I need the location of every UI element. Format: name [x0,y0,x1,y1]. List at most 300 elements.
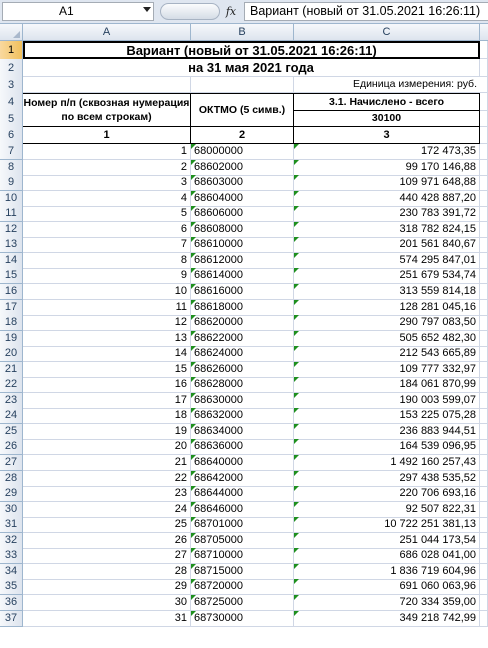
cell-oktmo[interactable] [191,284,294,300]
cell-accrued-value: 164 539 096,95 [399,440,476,453]
cell-accrued[interactable] [294,160,480,176]
cell-accrued-value: 1 492 160 257,43 [390,456,476,468]
cell-empty[interactable] [480,300,488,316]
cell-number-value: 13 [174,331,187,344]
cell-empty[interactable] [480,362,488,378]
cell-oktmo-value: 68602000 [194,160,243,173]
cell-number[interactable] [23,284,191,300]
cell-number[interactable] [23,268,191,284]
cell-empty[interactable] [480,377,488,393]
cell-number[interactable] [23,191,191,207]
cell-accrued-value: 212 543 665,89 [399,347,476,360]
cell-accrued-value: 574 295 847,01 [399,253,476,266]
cell-accrued[interactable] [294,253,480,269]
cell-oktmo-value: 68632000 [194,409,243,422]
header-code-cell[interactable] [294,111,480,127]
cell-empty[interactable] [480,439,488,455]
cell-oktmo-value: 68604000 [194,191,243,204]
cell-number-value: 23 [174,487,187,500]
chevron-down-icon[interactable] [143,7,151,12]
error-indicator-icon [191,331,196,336]
cell-number[interactable] [23,160,191,176]
cell-number[interactable] [23,408,191,424]
error-indicator-icon [191,237,196,242]
row-header-5[interactable]: 5 [0,111,23,128]
cell-accrued[interactable] [294,175,480,191]
cell-number[interactable] [23,253,191,269]
row-header-25[interactable]: 25 [0,424,23,440]
column-header-c[interactable]: C [294,24,480,41]
cell-accrued-value: 297 438 535,52 [399,471,476,484]
cell-oktmo-value: 68710000 [194,549,243,562]
cell-oktmo[interactable] [191,533,294,549]
error-indicator-icon [294,237,299,242]
error-indicator-icon [191,439,196,444]
row-header-28[interactable]: 28 [0,471,23,487]
error-indicator-icon [191,222,196,227]
cell-oktmo[interactable] [191,439,294,455]
row-header-19[interactable]: 19 [0,331,23,347]
header-oktmo-label: ОКТМО (5 симв.) [198,104,286,116]
cell-accrued[interactable] [294,284,480,300]
error-indicator-icon [294,222,299,227]
cell-number[interactable] [23,486,191,502]
cell-number[interactable] [23,533,191,549]
cell-number[interactable] [23,517,191,533]
cell-oktmo-value: 68646000 [194,502,243,515]
row-header-9[interactable]: 9 [0,175,23,191]
cell-empty[interactable] [480,393,488,409]
cell-empty[interactable] [480,611,488,627]
row-header-17[interactable]: 17 [0,300,23,316]
cell-oktmo[interactable] [191,222,294,238]
cell-accrued[interactable] [294,222,480,238]
error-indicator-icon [191,533,196,538]
cell-accrued[interactable] [294,611,480,627]
error-indicator-icon [294,377,299,382]
header-accrued-cell[interactable] [294,93,480,111]
cell-oktmo-value: 68640000 [194,456,243,468]
cell-empty[interactable] [480,346,488,362]
cell-accrued[interactable] [294,331,480,347]
cell-accrued[interactable] [294,268,480,284]
cell-oktmo[interactable] [191,300,294,316]
cell-empty[interactable] [480,206,488,222]
cell-number-value: 26 [174,533,187,546]
cell-accrued[interactable] [294,206,480,222]
row-header-24[interactable]: 24 [0,408,23,424]
cell-d5[interactable] [480,111,488,127]
column-header-b[interactable]: B [191,24,294,41]
cell-empty[interactable] [480,579,488,595]
cell-number-value: 22 [174,471,187,484]
cell-empty[interactable] [480,144,488,160]
cell-accrued[interactable] [294,315,480,331]
cell-oktmo[interactable] [191,160,294,176]
cell-number-value: 11 [175,300,187,313]
error-indicator-icon [294,175,299,180]
row-header-13[interactable]: 13 [0,237,23,253]
error-indicator-icon [191,160,196,165]
cell-accrued-value: 290 797 083,50 [399,316,476,329]
cell-accrued-value: 92 507 822,31 [405,502,476,515]
cell-accrued-value: 313 559 814,18 [399,284,476,297]
cell-oktmo[interactable] [191,191,294,207]
row-header-7[interactable]: 7 [0,144,23,160]
cell-number[interactable] [23,175,191,191]
row-header-12[interactable]: 12 [0,222,23,238]
cell-accrued-value: 184 061 870,99 [399,378,476,391]
cell-number[interactable] [23,595,191,611]
cell-accrued[interactable] [294,408,480,424]
error-indicator-icon [191,517,196,522]
cell-accrued[interactable] [294,533,480,549]
error-indicator-icon [294,533,299,538]
cell-accrued-value: 691 060 063,96 [399,580,476,593]
cell-oktmo[interactable] [191,408,294,424]
header-number-cell[interactable] [23,93,191,127]
error-indicator-icon [191,611,196,616]
cell-oktmo[interactable] [191,346,294,362]
cell-number[interactable] [23,502,191,518]
cell-d6[interactable] [480,127,488,144]
cell-b3[interactable] [191,77,294,93]
row-header-35[interactable]: 35 [0,579,23,595]
row-header-6[interactable]: 6 [0,127,23,145]
error-indicator-icon [294,284,299,289]
cell-oktmo-value: 68701000 [194,518,243,531]
column-number-b[interactable]: 2 [191,127,294,144]
cell-number[interactable] [23,548,191,564]
cell-oktmo[interactable] [191,144,294,160]
cell-oktmo[interactable] [191,362,294,378]
error-indicator-icon [294,455,299,460]
cell-number[interactable] [23,564,191,580]
row-header-11[interactable]: 11 [0,206,23,222]
cell-empty[interactable] [480,595,488,611]
cell-oktmo-value: 68730000 [194,611,243,624]
cell-accrued[interactable] [294,486,480,502]
cell-empty[interactable] [480,471,488,487]
row-header-18[interactable]: 18 [0,315,23,331]
cell-empty[interactable] [480,175,488,191]
error-indicator-icon [294,564,299,569]
cell-accrued-value: 190 003 599,07 [399,393,476,406]
row-header-3[interactable]: 3 [0,77,23,94]
cell-number-value: 27 [174,549,187,562]
cell-number-value: 8 [180,253,187,266]
error-indicator-icon [294,331,299,336]
cell-empty[interactable] [480,331,488,347]
error-indicator-icon [294,579,299,584]
cell-number-value: 2 [180,160,187,173]
cell-oktmo-value: 68608000 [194,222,243,235]
error-indicator-icon [294,346,299,351]
cell-accrued-value: 128 281 045,16 [399,300,476,313]
cell-oktmo[interactable] [191,548,294,564]
cell-empty[interactable] [480,191,488,207]
cell-d2[interactable] [480,59,488,77]
row-header-14[interactable]: 14 [0,253,23,269]
error-indicator-icon [191,377,196,382]
cell-accrued-value: 201 561 840,67 [399,238,476,251]
row-header-36[interactable]: 36 [0,595,23,611]
formula-input[interactable]: Вариант (новый от 31.05.2021 16:26:11) [244,2,488,21]
cell-d4[interactable] [480,93,488,111]
cell-oktmo-value: 68624000 [194,347,243,360]
header-oktmo-cell[interactable] [191,93,294,127]
row-header-4[interactable]: 4 [0,93,23,112]
cell-accrued[interactable] [294,595,480,611]
cell-oktmo[interactable] [191,595,294,611]
cell-oktmo-value: 68606000 [194,207,243,220]
name-box[interactable]: A1 [2,2,154,21]
insert-function-icon[interactable]: fx [225,5,237,18]
column-header-d[interactable] [480,24,488,41]
row-header-8[interactable]: 8 [0,160,23,176]
cell-accrued-value: 10 722 251 381,13 [384,518,476,531]
cell-oktmo[interactable] [191,315,294,331]
cell-empty[interactable] [480,517,488,533]
cell-accrued-value: 318 782 824,15 [399,222,476,235]
cell-number[interactable] [23,346,191,362]
cell-number[interactable] [23,439,191,455]
error-indicator-icon [191,362,196,367]
column-number-c[interactable]: 3 [294,127,480,144]
cell-oktmo-value: 68636000 [194,440,243,453]
cell-oktmo[interactable] [191,502,294,518]
row-header-30[interactable]: 30 [0,502,23,518]
cell-empty[interactable] [480,408,488,424]
cell-oktmo[interactable] [191,393,294,409]
cell-accrued-value: 440 428 887,20 [399,191,476,204]
error-indicator-icon [294,144,299,149]
error-indicator-icon [191,564,196,569]
cell-oktmo[interactable] [191,611,294,627]
row-header-26[interactable]: 26 [0,439,23,455]
cell-empty[interactable] [480,253,488,269]
cell-empty[interactable] [480,486,488,502]
cell-number-value: 31 [174,611,187,624]
cell-accrued[interactable] [294,564,480,580]
cell-oktmo[interactable] [191,424,294,440]
row-header-22[interactable]: 22 [0,377,23,393]
row-header-10[interactable]: 10 [0,191,23,207]
cell-empty[interactable] [480,315,488,331]
cell-empty[interactable] [480,424,488,440]
column-header-a[interactable]: A [23,24,191,41]
cell-empty[interactable] [480,268,488,284]
cell-accrued-value: 349 218 742,99 [399,611,476,624]
cell-oktmo-value: 68628000 [194,378,243,391]
cell-accrued[interactable] [294,439,480,455]
formula-bar-expand-handle[interactable] [160,3,220,20]
cell-oktmo-value: 68614000 [194,269,243,282]
error-indicator-icon [191,424,196,429]
cell-accrued-value: 1 836 719 604,96 [390,564,476,577]
cell-oktmo[interactable] [191,517,294,533]
error-indicator-icon [191,455,196,460]
cell-empty[interactable] [480,533,488,549]
cell-a3[interactable] [23,77,191,93]
cell-accrued[interactable] [294,346,480,362]
row-header-15[interactable]: 15 [0,268,23,284]
error-indicator-icon [191,548,196,553]
cell-accrued-value: 251 044 173,54 [399,533,476,546]
cell-number-value: 6 [180,222,187,235]
cell-empty[interactable] [480,502,488,518]
cell-empty[interactable] [480,284,488,300]
cell-accrued[interactable] [294,300,480,316]
cell-oktmo-value: 68612000 [194,253,243,266]
cell-oktmo[interactable] [191,455,294,471]
cell-accrued[interactable] [294,237,480,253]
cell-number-value: 16 [174,378,187,391]
row-header-32[interactable]: 32 [0,533,23,549]
cell-oktmo[interactable] [191,331,294,347]
cell-accrued[interactable] [294,517,480,533]
cell-oktmo-value: 68705000 [194,533,243,546]
cell-oktmo[interactable] [191,253,294,269]
cell-oktmo-value: 68622000 [194,331,243,344]
error-indicator-icon [294,595,299,600]
cell-oktmo[interactable] [191,268,294,284]
cell-accrued[interactable] [294,144,480,160]
error-indicator-icon [191,471,196,476]
error-indicator-icon [294,268,299,273]
cell-number-value: 7 [180,238,187,251]
cell-number-value: 25 [174,518,187,531]
cell-accrued[interactable] [294,362,480,378]
row-header-21[interactable]: 21 [0,362,23,378]
cell-oktmo[interactable] [191,564,294,580]
cell-number[interactable] [23,144,191,160]
cell-oktmo[interactable] [191,175,294,191]
error-indicator-icon [191,579,196,584]
cell-number[interactable] [23,611,191,627]
cell-accrued[interactable] [294,191,480,207]
cell-accrued[interactable] [294,579,480,595]
error-indicator-icon [191,595,196,600]
sheet-subtitle-cell[interactable]: на 31 мая 2021 года [23,59,480,77]
cell-number[interactable] [23,300,191,316]
cell-number-value: 20 [174,440,187,453]
cell-accrued[interactable] [294,377,480,393]
cell-number[interactable] [23,362,191,378]
cell-oktmo-value: 68630000 [194,393,243,406]
unit-cell[interactable]: Единица измерения: руб. [294,77,480,93]
cell-number[interactable] [23,471,191,487]
cell-number[interactable] [23,377,191,393]
cell-number-value: 28 [174,564,187,577]
cell-empty[interactable] [480,548,488,564]
row-header-31[interactable]: 31 [0,517,23,533]
cell-empty[interactable] [480,564,488,580]
error-indicator-icon [191,268,196,273]
cell-number-value: 4 [180,191,187,204]
error-indicator-icon [294,300,299,305]
cell-accrued[interactable] [294,548,480,564]
cell-accrued-value: 109 777 332,97 [399,362,476,375]
sheet-title-cell[interactable]: Вариант (новый от 31.05.2021 16:26:11) [23,41,480,59]
row-header-23[interactable]: 23 [0,393,23,409]
cell-accrued-value: 686 028 041,00 [399,549,476,562]
select-all-icon [13,31,20,38]
cell-empty[interactable] [480,237,488,253]
cell-accrued[interactable] [294,393,480,409]
cell-number-value: 1 [180,145,187,157]
row-header-16[interactable]: 16 [0,284,23,300]
cell-number-value: 14 [174,347,187,360]
cell-oktmo-value: 68725000 [194,595,243,608]
cell-d1[interactable] [480,41,488,59]
cell-empty[interactable] [480,222,488,238]
cell-oktmo[interactable] [191,377,294,393]
cell-accrued-value: 720 334 359,00 [399,595,476,608]
cell-accrued[interactable] [294,455,480,471]
cell-number[interactable] [23,331,191,347]
cell-accrued[interactable] [294,502,480,518]
error-indicator-icon [294,362,299,367]
error-indicator-icon [191,502,196,507]
cell-number-value: 5 [180,207,187,220]
error-indicator-icon [294,408,299,413]
error-indicator-icon [191,346,196,351]
row-header-33[interactable]: 33 [0,548,23,564]
error-indicator-icon [191,175,196,180]
cell-number[interactable] [23,206,191,222]
cell-number-value: 24 [174,502,187,515]
cell-oktmo[interactable] [191,237,294,253]
cell-oktmo[interactable] [191,486,294,502]
select-all-button[interactable] [0,24,23,41]
row-header-27[interactable]: 27 [0,455,23,471]
cell-oktmo[interactable] [191,206,294,222]
row-header-2[interactable]: 2 [0,59,23,78]
cell-oktmo-value: 68620000 [194,316,243,329]
cell-accrued-value: 99 170 146,88 [405,160,476,173]
row-header-20[interactable]: 20 [0,346,23,362]
row-header-34[interactable]: 34 [0,564,23,580]
cell-accrued[interactable] [294,471,480,487]
cell-empty[interactable] [480,455,488,471]
error-indicator-icon [294,486,299,491]
cell-oktmo[interactable] [191,471,294,487]
cell-oktmo[interactable] [191,579,294,595]
row-header-1[interactable]: 1 [0,41,23,60]
cell-oktmo-value: 68000000 [194,145,243,157]
cell-number[interactable] [23,222,191,238]
cell-number[interactable] [23,579,191,595]
cell-empty[interactable] [480,160,488,176]
cell-d3[interactable] [480,77,488,93]
cell-accrued[interactable] [294,424,480,440]
cell-number-value: 30 [174,595,187,608]
cell-oktmo-value: 68715000 [194,564,243,577]
error-indicator-icon [294,502,299,507]
cell-number[interactable] [23,455,191,471]
cell-number[interactable] [23,393,191,409]
cell-accrued-value: 153 225 075,28 [399,409,476,422]
cell-number[interactable] [23,424,191,440]
cell-number[interactable] [23,237,191,253]
cell-oktmo-value: 68626000 [194,362,243,375]
row-header-37[interactable]: 37 [0,611,23,627]
row-header-29[interactable]: 29 [0,486,23,502]
column-number-a[interactable]: 1 [23,127,191,144]
cell-number[interactable] [23,315,191,331]
cell-accrued-value: 109 971 648,88 [399,176,476,189]
